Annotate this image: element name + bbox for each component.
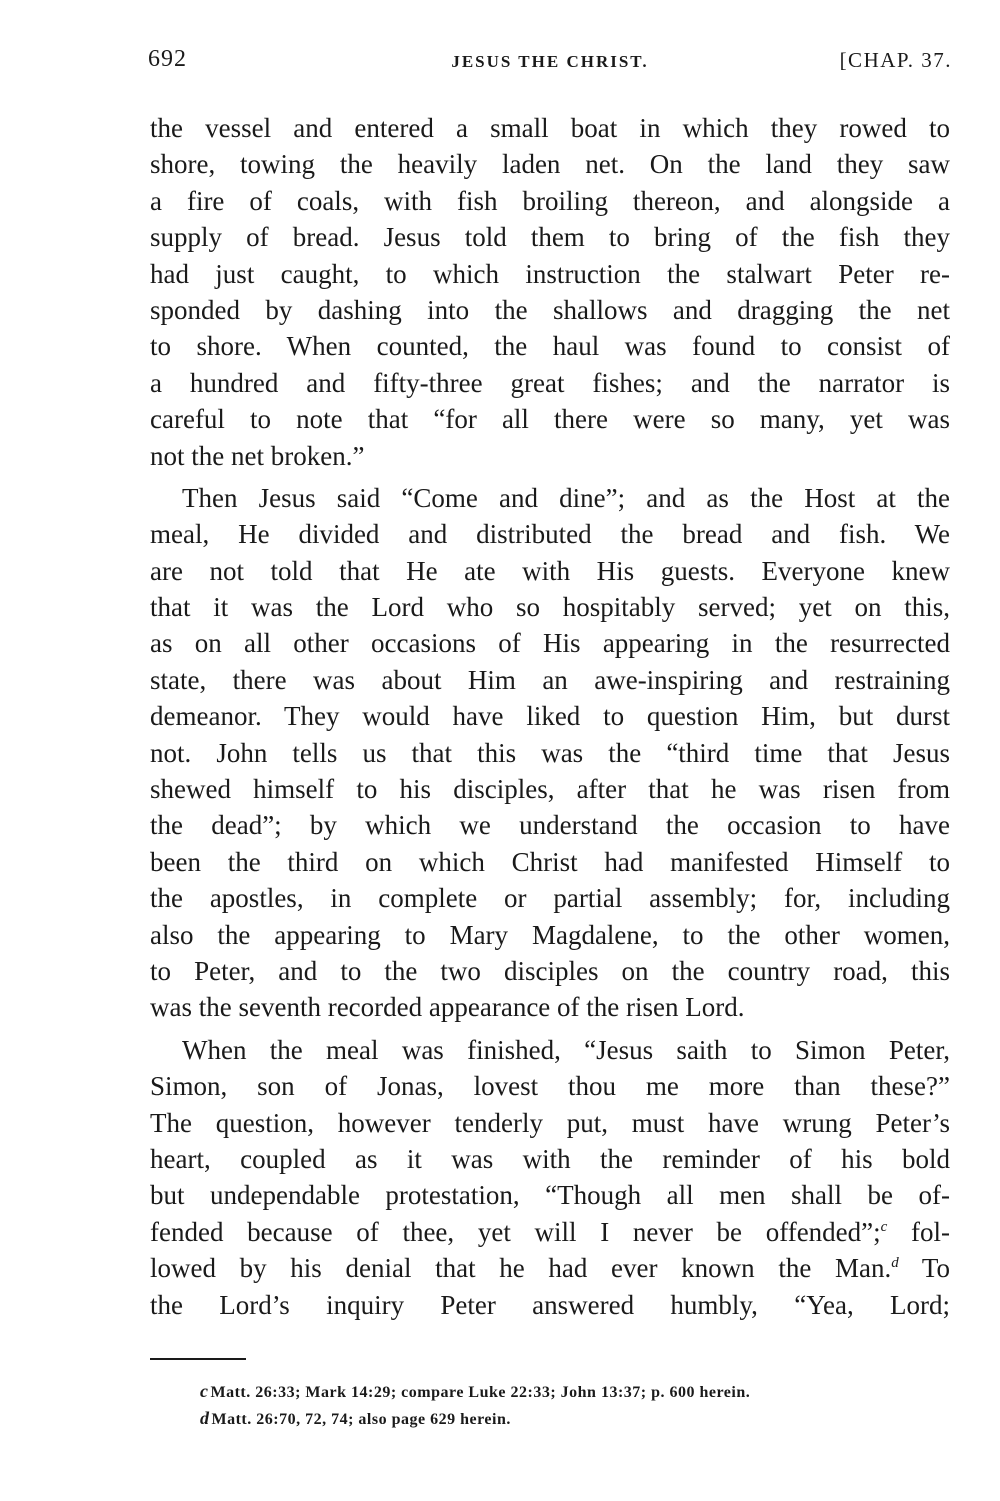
paragraph-3 xyxy=(150,1032,950,1323)
footnote-c xyxy=(200,1378,950,1405)
text-line: had just caught, to which instruction the stalwart Peter re- xyxy=(150,258,950,289)
text-line-content: lowed by his denial that he had ever known the Man. xyxy=(150,1253,892,1284)
text-line: supply of bread. Jesus told them to bring of the fish they xyxy=(150,222,950,253)
running-head xyxy=(148,46,952,86)
footnotes xyxy=(200,1378,950,1432)
footnote-mark: d xyxy=(200,1408,210,1428)
text-line: not the net broken.” xyxy=(150,440,365,471)
text-line: heart, coupled as it was with the reminder of his bold xyxy=(150,1143,950,1174)
text-line: a fire of coals, with fish broiling thereon, and alongside a xyxy=(150,185,950,216)
page-number: 692 xyxy=(148,46,187,72)
footnote-text: Matt. 26:33; Mark 14:29; compare Luke 22:33; John 13:37; p. 600 herein. xyxy=(210,1384,751,1401)
text-line: the apostles, in complete or partial assembly; for, including xyxy=(150,883,950,914)
footnote-d xyxy=(200,1405,950,1432)
text-line-tail: fol- xyxy=(911,1216,950,1247)
text-line: to shore. When counted, the haul was found to consist of xyxy=(150,331,950,362)
footnote-ref-c: c xyxy=(880,1218,888,1235)
text-line: sponded by dashing into the shallows and dragging the net xyxy=(150,294,950,325)
text-line: been the third on which Christ had manifested Himself to xyxy=(150,846,950,877)
body-text xyxy=(150,110,950,1323)
text-line: to Peter, and to the two disciples on the country road, this xyxy=(150,955,950,986)
text-line-tail: To xyxy=(921,1253,951,1284)
text-line: also the appearing to Mary Magdalene, to the other women, xyxy=(150,919,950,950)
text-line: the vessel and entered a small boat in which they rowed to xyxy=(150,113,950,143)
text-line: the dead”; by which we understand the occasion to have xyxy=(150,810,950,841)
footnote-text: Matt. 26:70, 72, 74; also page 629 herein. xyxy=(211,1411,511,1428)
text-line: The question, however tenderly put, must have wrung Peter’s xyxy=(150,1107,950,1138)
text-line: Then Jesus said “Come and dine”; and as the Host at the xyxy=(182,482,950,513)
running-title: JESUS THE CHRIST. xyxy=(451,52,649,71)
text-line: the Lord’s inquiry Peter answered humbly, “Yea, Lord; xyxy=(150,1289,950,1320)
text-line: shewed himself to his disciples, after that he was risen from xyxy=(150,774,950,805)
text-line: shore, towing the heavily laden net. On the land they saw xyxy=(150,149,950,180)
text-line: not. John tells us that this was the “third time that Jesus xyxy=(150,737,950,768)
text-line: careful to note that “for all there were so many, yet was xyxy=(150,404,950,435)
text-line: Simon, son of Jonas, lovest thou me more than these?” xyxy=(150,1071,950,1102)
text-line: meal, He divided and distributed the bread and fish. We xyxy=(150,519,950,550)
text-line: that it was the Lord who so hospitably served; yet on this, xyxy=(150,592,950,623)
text-line-with-ref xyxy=(150,1250,950,1286)
footnote-divider xyxy=(150,1358,246,1360)
text-line-with-ref xyxy=(150,1214,950,1250)
text-line: a hundred and fifty-three great fishes; and the narrator is xyxy=(150,367,950,398)
text-line: state, there was about Him an awe-inspiring and restraining xyxy=(150,664,950,695)
text-line: demeanor. They would have liked to question Him, but durst xyxy=(150,701,950,732)
text-line: was the seventh recorded appearance of the risen Lord. xyxy=(150,992,745,1023)
text-line: but undependable protestation, “Though all men shall be of- xyxy=(150,1180,950,1211)
footnote-mark: c xyxy=(200,1381,209,1401)
paragraph-2 xyxy=(150,480,950,1026)
footnote-ref-d: d xyxy=(891,1255,899,1272)
paragraph-1 xyxy=(150,110,950,474)
text-line-content: fended because of thee, yet will I never be offended”; xyxy=(150,1216,881,1247)
chapter-label: [CHAP. 37. xyxy=(839,48,952,72)
text-line: When the meal was finished, “Jesus saith to Simon Peter, xyxy=(182,1034,950,1065)
text-line: are not told that He ate with His guests. Everyone knew xyxy=(150,555,950,586)
text-line: as on all other occasions of His appearing in the resurrected xyxy=(150,628,950,659)
